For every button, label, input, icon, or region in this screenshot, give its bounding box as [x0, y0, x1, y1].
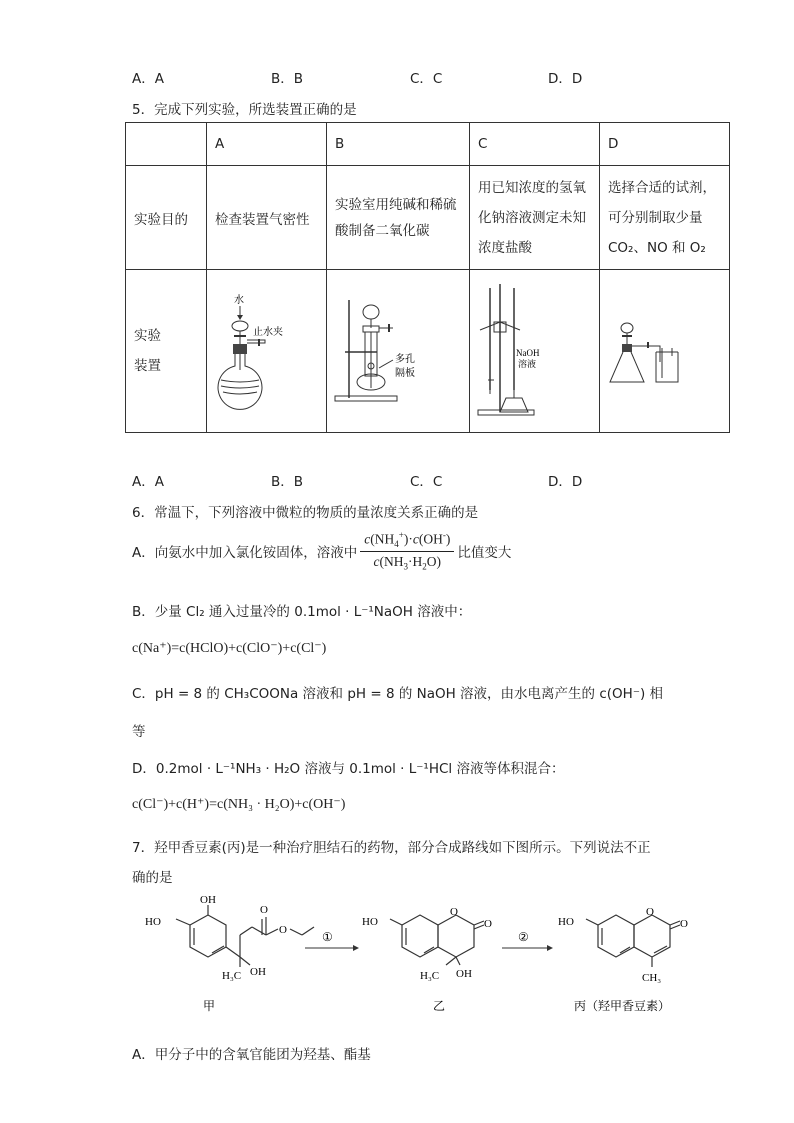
device-b-co2-generator [327, 270, 469, 428]
device-b-cell [327, 270, 470, 433]
q5-experiment-table [125, 122, 730, 433]
table-purpose-row [126, 166, 730, 270]
device-d-gas-generator [600, 270, 729, 428]
fraction-numerator: $c(NH_4^+)\cdot c(OH^-)$ [360, 530, 454, 552]
q6-option-c-line: C．pH = 8 的 CH₃COONa 溶液和 pH = 8 的 NaOH 溶液，由水电离产生的 c(OH⁻) 相 [132, 686, 664, 702]
atom-label: O [484, 918, 492, 930]
porous-board-label: 多孔 [395, 354, 415, 365]
header-a: A [207, 123, 327, 166]
atom-label: OH [456, 968, 472, 980]
q7-stem-line: 7．羟甲香豆素(丙)是一种治疗胆结石的药物，部分合成路线如下图所示。下列说法不正 [132, 840, 651, 856]
header-d: D [600, 123, 730, 166]
atom-label: O [450, 906, 458, 918]
atom-label: CH₃ [642, 972, 662, 984]
atom-label: O [260, 904, 268, 916]
q7-synthesis-route [140, 895, 700, 1025]
q6-option-c-line: 等 [132, 724, 146, 740]
purpose-d-line: 选择合适的试剂， [608, 179, 716, 196]
water-label: 水 [234, 295, 244, 306]
q4-option-a: A．A [132, 71, 164, 87]
atom-label: H₃C [222, 970, 242, 982]
device-d-cell [600, 270, 730, 433]
table-device-row [126, 270, 730, 433]
atom-label: OH [250, 966, 266, 978]
device-label-line: 装置 [134, 358, 161, 374]
q6-option-d-line: D．0.2mol · L⁻¹NH₃ · H₂O 溶液与 0.1mol · L⁻¹HCl 溶液等体积混合： [132, 761, 565, 777]
step-label: ② [518, 930, 529, 944]
atom-label: OH [200, 895, 216, 906]
atom-label: HO [362, 916, 378, 928]
purpose-b-line: 实验室用纯碱和稀硫 [335, 196, 457, 213]
compound-name-jia: 甲 [203, 999, 216, 1013]
compound-yi [390, 915, 484, 965]
device-c-cell [470, 270, 600, 433]
q7-option-a: A．甲分子中的含氧官能团为羟基、酯基 [132, 1047, 371, 1063]
compound-name-bing: 丙（羟甲香豆素） [574, 999, 671, 1013]
q5-option-c: C．C [410, 474, 443, 490]
device-a-cell [207, 270, 327, 433]
step-label: ① [322, 930, 333, 944]
naoh-solution-label: NaOH [516, 348, 540, 358]
arrow-head [353, 945, 359, 951]
device-c-titration-apparatus [470, 270, 599, 428]
device-label [126, 270, 207, 433]
purpose-c-line: 化钠溶液测定未知 [478, 209, 586, 226]
atom-label: O [279, 924, 287, 936]
q6-option-a [132, 530, 511, 572]
q4-option-d: D．D [548, 71, 583, 87]
q4-option-b: B．B [271, 71, 304, 87]
purpose-b-line: 酸制备二氧化碳 [335, 222, 430, 239]
compound-bing [586, 915, 680, 967]
concentration-ratio-fraction [360, 530, 454, 572]
atom-label: H₃C [420, 970, 440, 982]
device-label-line: 实验 [134, 328, 161, 344]
purpose-label: 实验目的 [126, 166, 207, 270]
q6-option-b-equation: c(Na⁺)=c(HClO)+c(ClO⁻)+c(Cl⁻) [132, 641, 327, 656]
clamp-label: 止水夹 [253, 327, 283, 338]
arrow-head [547, 945, 553, 951]
purpose-d-line: CO₂、NO 和 O₂ [608, 239, 706, 256]
q6-option-d-equation: c(Cl⁻)+c(H⁺)=c(NH₃ · H₂O)+c(OH⁻) [132, 797, 346, 812]
purpose-d-line: 可分别制取少量 [608, 209, 703, 226]
purpose-a: 检查装置气密性 [207, 166, 327, 270]
header-b: B [327, 123, 470, 166]
table-header-row [126, 123, 730, 166]
header-c: C [470, 123, 600, 166]
q5-option-a: A．A [132, 474, 164, 490]
atom-label: HO [558, 916, 574, 928]
purpose-c-line: 浓度盐酸 [478, 239, 532, 256]
purpose-d [600, 166, 730, 270]
q5-option-b: B．B [271, 474, 304, 490]
table-corner-cell [126, 123, 207, 166]
atom-label: HO [145, 916, 161, 928]
compound-name-yi: 乙 [433, 999, 446, 1013]
q5-stem: 5．完成下列实验，所选装置正确的是 [132, 102, 357, 118]
q5-option-d: D．D [548, 474, 583, 490]
fraction-denominator: $c(NH_3\cdot H_2O)$ [373, 554, 442, 572]
q6-a-suffix: 比值变大 [457, 544, 512, 561]
naoh-solution-label: 溶液 [518, 359, 537, 369]
purpose-b [327, 166, 470, 270]
purpose-c-line: 用已知浓度的氢氧 [478, 179, 586, 196]
q4-option-c: C．C [410, 71, 443, 87]
purpose-c [470, 166, 600, 270]
q7-stem-line: 确的是 [132, 870, 173, 886]
q6-a-prefix: A．向氨水中加入氯化铵固体，溶液中 [132, 544, 358, 561]
atom-label: O [646, 906, 654, 918]
q6-option-b-line: B．少量 Cl₂ 通入过量冷的 0.1mol · L⁻¹NaOH 溶液中： [132, 604, 472, 620]
atom-label: O [680, 918, 688, 930]
porous-board-label: 隔板 [395, 368, 415, 379]
q6-stem: 6．常温下，下列溶液中微粒的物质的量浓度关系正确的是 [132, 505, 479, 521]
compound-jia [176, 905, 314, 967]
device-a-airtightness-apparatus [207, 270, 326, 428]
